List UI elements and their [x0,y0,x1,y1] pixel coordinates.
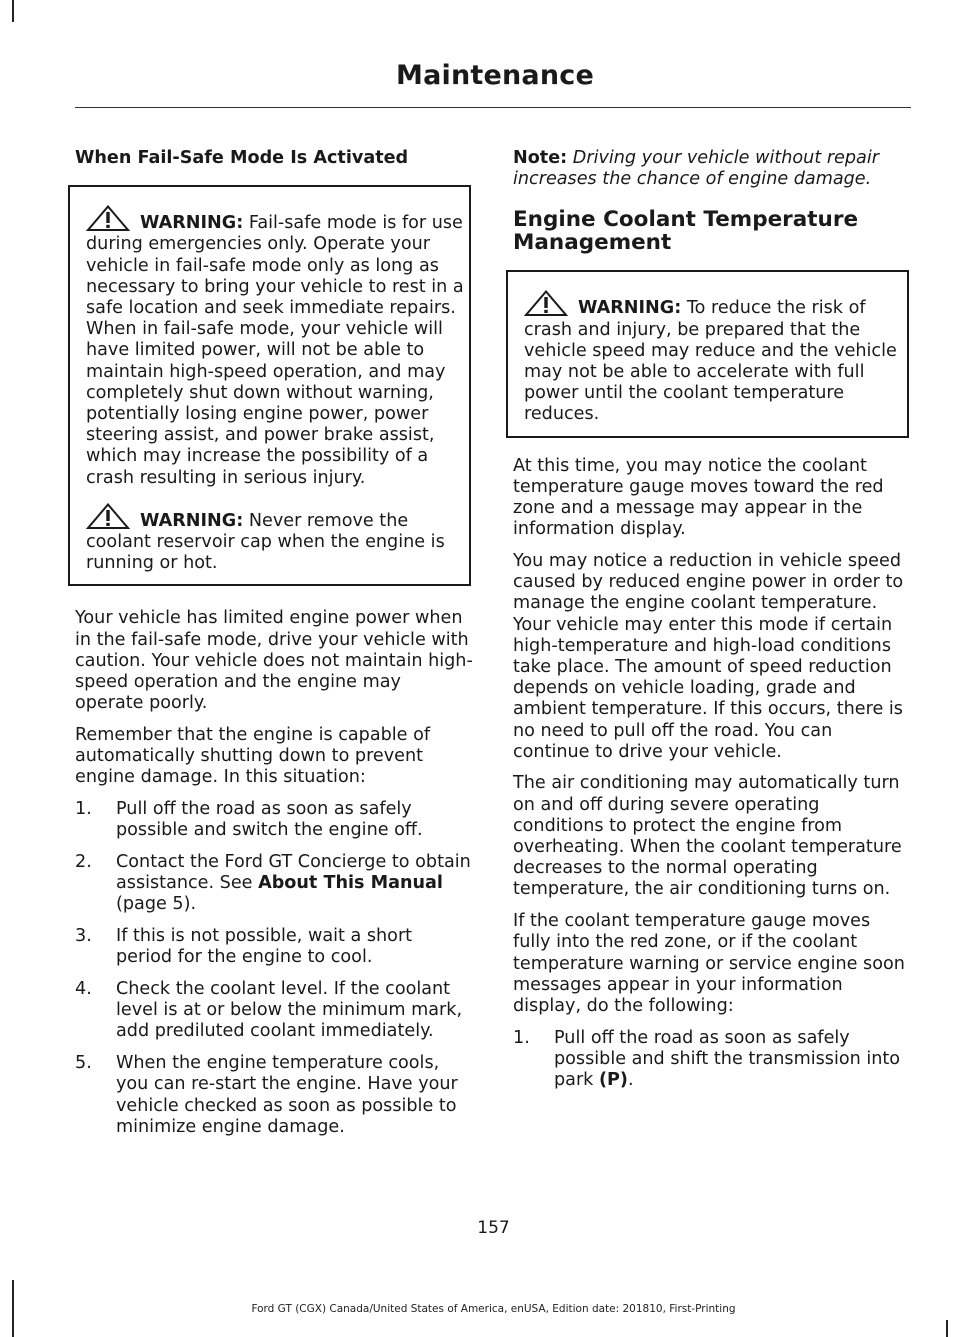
paragraph: Remember that the engine is capable of automatically shutting down to prevent engine damage. In this situation: [75,724,431,788]
paragraph: If the coolant temperature gauge moves fully into the red zone, or if the coolant temperature warning or service engine soon messages appear in your information display, do the following: [513,911,905,1016]
section-heading-coolant: Engine Coolant Temperature Management [513,207,859,256]
warning-text: Fail-safe mode is for use during emergencies only. Operate your vehicle in fail-safe mode only as long as necessary to bring your vehicle to rest in a safe location and seek immediate repairs. When in fail-safe mode, your vehicle will have limited power, will not be able to maintain high-speed operation, and may completely shut down without warning, potentially losing engine power, power steering assist, and power brake assist, which may increase the possibility of a crash resulting in serious injury. [86,213,464,488]
list-item [75,799,473,841]
left-column [75,148,473,1148]
warning-keyword: WARNING: [578,298,682,319]
steps-list [513,1028,911,1092]
page-number: 157 [477,1218,510,1238]
note-text: Driving your vehicle without repair increases the chance of engine damage. [513,148,879,190]
list-item-text: Contact the Ford GT Concierge to obtain assistance. See [116,851,471,894]
list-item-text: . [627,1070,634,1091]
warning-box-coolant [506,270,909,437]
note-keyword: Note: [513,148,568,168]
list-item [75,852,473,916]
crop-mark-bottom-right [946,1320,948,1337]
header-divider [75,107,911,108]
list-item [513,1028,911,1092]
note [513,148,911,190]
page-title: Maintenance [396,60,594,91]
subheading-fail-safe: When Fail-Safe Mode Is Activated [75,148,409,168]
steps-list [75,799,473,1138]
list-item-text: Check the coolant level. If the coolant level is at or below the minimum mark, add prediluted coolant immediately. [116,979,463,1042]
list-item-number: 1. [513,1027,530,1048]
list-item [75,926,473,968]
list-item [75,979,473,1043]
list-item [75,1053,473,1138]
warning-keyword: WARNING: [140,213,244,234]
list-item-text: Pull off the road as soon as safely possible and shift the transmission into park [554,1027,901,1091]
list-item-text: When the engine temperature cools, you can re-start the engine. Have your vehicle checked as soon as possible to minimize engine damage. [116,1053,458,1137]
list-item-number: 5. [75,1053,92,1074]
list-item-text: (page 5). [116,894,197,915]
warning-triangle-icon [524,290,568,316]
list-item-number: 3. [75,926,92,947]
warning-item [86,205,466,489]
paragraph: Your vehicle has limited engine power when in the fail-safe mode, drive your vehicle with caution. Your vehicle does not maintain high-speed operation and the engine may operate poorly. [75,608,473,714]
cross-reference-link[interactable]: About This Manual [258,873,443,894]
paragraph: The air conditioning may automatically turn on and off during severe operating conditions to protect the engine from overheating. When the coolant temperature decreases to the normal operating temperature, the air conditioning turns on. [513,773,902,900]
park-position-label: (P) [598,1070,628,1091]
warning-triangle-icon [86,503,130,529]
list-item-text: Pull off the road as soon as safely possible and switch the engine off. [116,799,423,841]
warning-box-fail-safe [68,185,471,586]
warning-keyword: WARNING: [140,510,244,531]
warning-item [86,503,466,575]
footer-edition-info: Ford GT (CGX) Canada/United States of America, enUSA, Edition date: 201810, First-Printing [251,1303,736,1315]
list-item-number: 1. [75,799,92,820]
warning-text: To reduce the risk of crash and injury, be prepared that the vehicle speed may reduce and the vehicle may not be able to accelerate with full power until the coolant temperature reduces. [524,298,897,425]
list-item-text: If this is not possible, wait a short period for the engine to cool. [116,926,413,968]
crop-mark-top-left [12,0,14,22]
paragraph: At this time, you may notice the coolant temperature gauge moves toward the red zone and a message may appear in the information display. [513,455,884,540]
list-item-number: 2. [75,851,92,872]
right-column [513,148,911,1102]
list-item-number: 4. [75,979,92,999]
warning-triangle-icon [86,205,130,231]
warning-item [524,290,904,425]
paragraph: You may notice a reduction in vehicle speed caused by reduced engine power in order to manage the engine coolant temperature. Your vehicle may enter this mode if certain high-temperature and high-load conditions take place. The amount of speed reduction depends on vehicle loading, grade and ambient temperature. If this occurs, there is no need to pull off the road. You can continue to drive your vehicle. [513,550,904,762]
warning-text: Never remove the coolant reservoir cap when the engine is running or hot. [86,510,445,574]
